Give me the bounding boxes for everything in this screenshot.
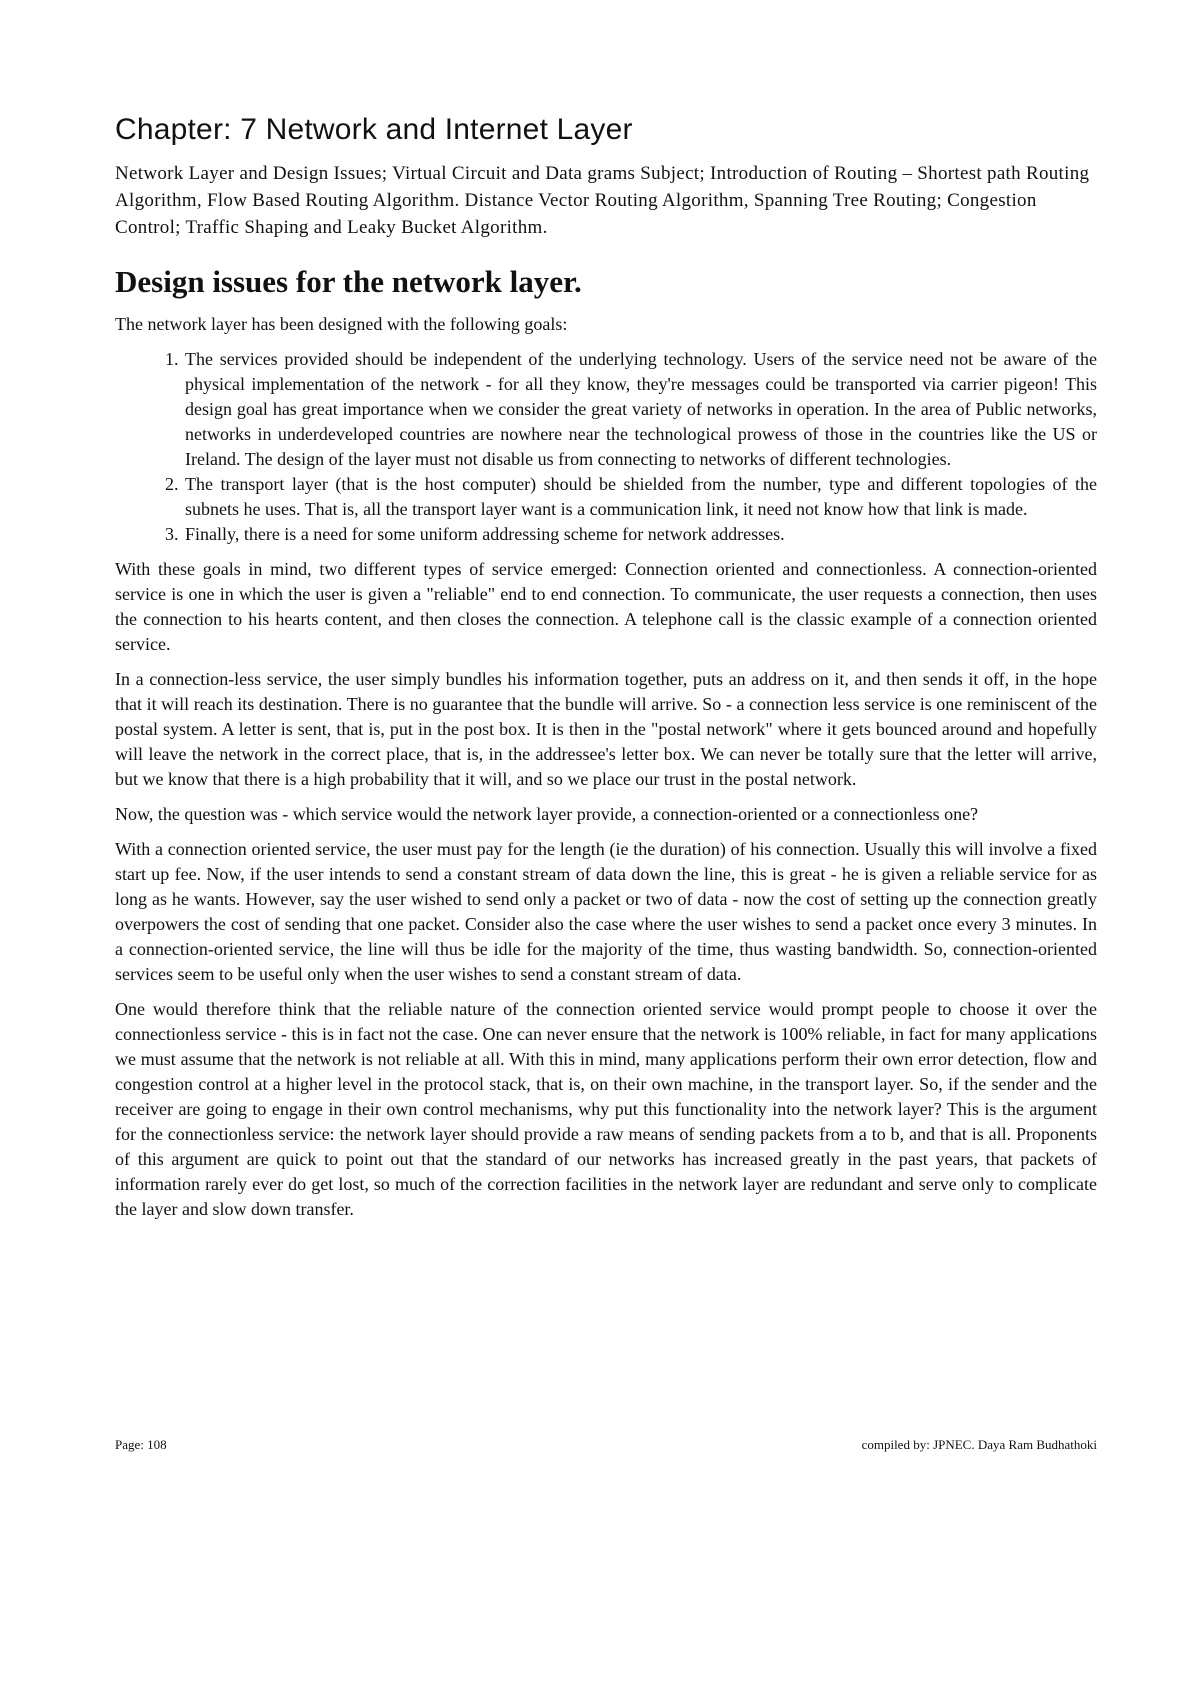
- paragraph-service-types: With these goals in mind, two different types of service emerged: Connection oriented and connectionless. A connection-oriented service is one in which the user is given a "reliable" end to end connection. To communicate, the user requests a connection, then uses the connection to his hearts content, and then closes the connection. A telephone call is the classic example of a connection oriented service.: [115, 559, 1097, 655]
- page-number: Page: 108: [115, 1437, 167, 1452]
- paragraph-question: Now, the question was - which service would the network layer provide, a connection-oriented or a connectionless one?: [115, 804, 979, 825]
- paragraph-connectionless: In a connection-less service, the user simply bundles his information together, puts an address on it, and then sends it off, in the hope that it will reach its destination. There is no guarantee that the bundle will arrive. So - a connection less service is one reminiscent of the postal system. A letter is sent, that is, put in the post box. It is then in the "postal network" where it gets bounced around and hopefully will leave the network in the correct place, that is, in the addressee's letter box. We can never be totally sure that the letter will arrive, but we know that there is a high probability that it will, and so we place our trust in the postal network.: [115, 669, 1097, 790]
- goals-list: [115, 347, 1097, 547]
- section-intro: The network layer has been designed with the following goals:: [115, 314, 568, 335]
- document-page: [115, 112, 1097, 1232]
- compiled-by: compiled by: JPNEC. Daya Ram Budhathoki: [861, 1437, 1097, 1452]
- goal-item: 3. Finally, there is a need for some uniform addressing scheme for network addresses.: [183, 522, 1097, 547]
- goal-item: 2. The transport layer (that is the host computer) should be shielded from the number, type and different topologies of the subnets he uses. That is, all the transport layer want is a communication link, it need not know how that link is made.: [183, 472, 1097, 522]
- chapter-topics: Network Layer and Design Issues; Virtual Circuit and Data grams Subject; Introduction of Routing – Shortest path Routing Algorithm, Flow Based Routing Algorithm. Distance Vector Routing Algorithm, Spanning Tree Routing; Congestion Control; Traffic Shaping and Leaky Bucket Algorithm.: [115, 163, 1090, 238]
- paragraph-connection-oriented: With a connection oriented service, the user must pay for the length (ie the duration) of his connection. Usually this will involve a fixed start up fee. Now, if the user intends to send a constant stream of data down the line, this is great - he is given a reliable service for as long as he wants. However, say the user wished to send only a packet or two of data - now the cost of setting up the connection greatly overpowers the cost of sending that one packet. Consider also the case where the user wishes to send a packet once every 3 minutes. In a connection-oriented service, the line will thus be idle for the majority of the time, thus wasting bandwidth. So, connection-oriented services seem to be useful only when the user wishes to send a constant stream of data.: [115, 839, 1097, 985]
- goal-item: 1. The services provided should be independent of the underlying technology. Users of the service need not be aware of the physical implementation of the network - for all they know, they're messages could be transported via carrier pigeon! This design goal has great importance when we consider the great variety of networks in operation. In the area of Public networks, networks in underdeveloped countries are nowhere near the technological prowess of those in the countries like the US or Ireland. The design of the layer must not disable us from connecting to networks of different technologies.: [183, 347, 1097, 472]
- section-title: Design issues for the network layer.: [115, 264, 582, 299]
- chapter-title: Chapter: 7 Network and Internet Layer: [115, 113, 633, 146]
- page-footer: [115, 1437, 1097, 1453]
- paragraph-argument: One would therefore think that the reliable nature of the connection oriented service would prompt people to choose it over the connectionless service - this is in fact not the case. One can never ensure that the network is 100% reliable, in fact for many applications we must assume that the network is not reliable at all. With this in mind, many applications perform their own error detection, flow and congestion control at a higher level in the protocol stack, that is, on their own machine, in the transport layer. So, if the sender and the receiver are going to engage in their own control mechanisms, why put this functionality into the network layer? This is the argument for the connectionless service: the network layer should provide a raw means of sending packets from a to b, and that is all. Proponents of this argument are quick to point out that the standard of our networks has increased greatly in the past years, that packets of information rarely ever do get lost, so much of the correction facilities in the network layer are redundant and serve only to complicate the layer and slow down transfer.: [115, 999, 1097, 1220]
